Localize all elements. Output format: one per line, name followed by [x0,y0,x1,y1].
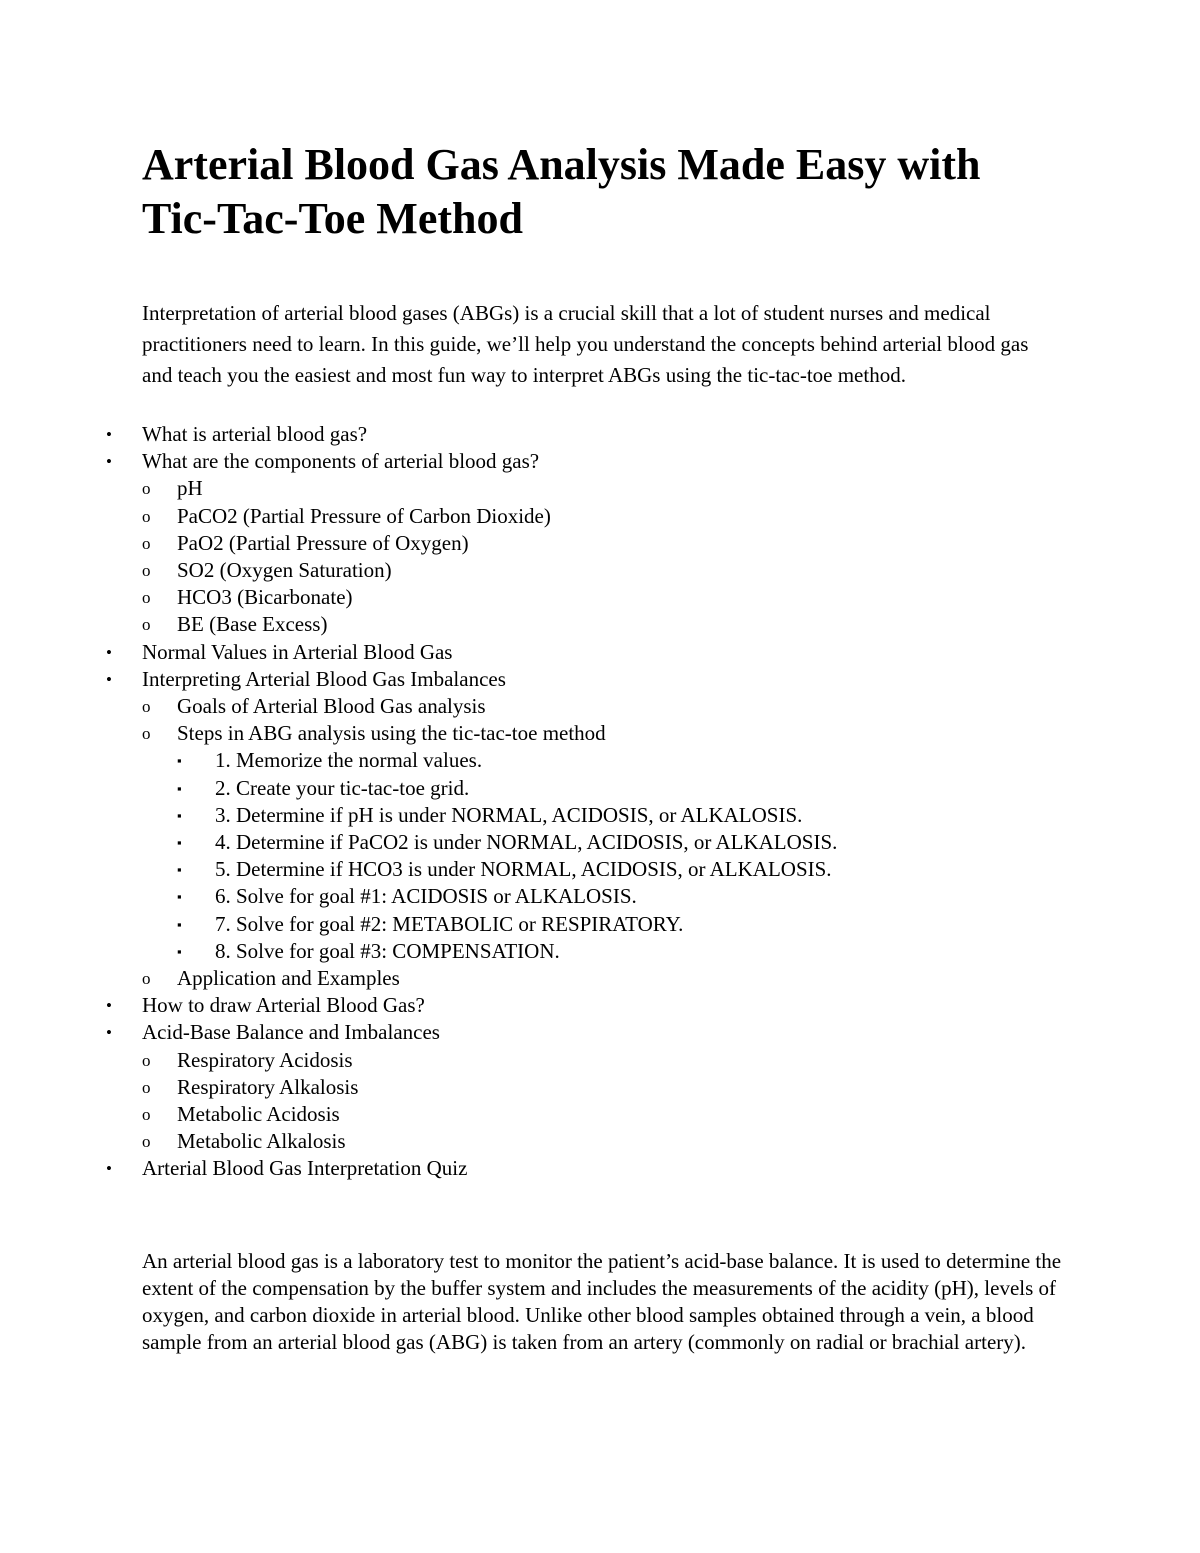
bullet-marker: o [142,697,151,717]
document-title: Arterial Blood Gas Analysis Made Easy with Tic-Tac-Toe Method [142,140,981,243]
bullet-marker: o [142,1105,151,1125]
toc-item-text: How to draw Arterial Blood Gas? [142,993,425,1018]
bullet-marker: ▪ [177,753,182,769]
toc-item [142,775,1062,802]
body-paragraph: An arterial blood gas is a laboratory test to monitor the patient’s acid-base balance. It is used to determine the extent of the compensation by the buffer system and includes the measurements of the acidity (pH), levels of oxygen, and carbon dioxide in arterial blood. Unlike other blood samples obtained through a vein, a blood sample from an arterial blood gas (ABG) is taken from an artery (commonly on radial or brachial artery). [142,1248,1062,1354]
toc-item [142,1101,1062,1128]
bullet-marker: ▪ [177,916,182,932]
toc-item-text: Respiratory Alkalosis [177,1074,359,1099]
toc-item [106,639,1062,666]
toc-item-text: What are the components of arterial blood gas? [142,449,540,474]
toc-item-text: Metabolic Acidosis [177,1102,340,1127]
bullet-marker: o [142,724,151,744]
bullet-marker: • [106,669,112,689]
toc-item [142,938,1062,965]
bullet-marker: o [142,588,151,608]
toc-item [142,1074,1062,1101]
toc-item-text: 6. Solve for goal #1: ACIDOSIS or ALKALOSIS. [215,884,637,909]
toc-item [106,666,1062,693]
bullet-marker: ▪ [177,943,182,959]
toc-item-text: Metabolic Alkalosis [177,1129,346,1154]
bullet-marker: • [106,452,112,472]
toc-item [142,802,1062,829]
bullet-marker: o [142,1050,151,1070]
toc-item-text: 4. Determine if PaCO2 is under NORMAL, ACIDOSIS, or ALKALOSIS. [215,830,838,855]
toc-item-text: Respiratory Acidosis [177,1047,353,1072]
toc-item [142,1047,1062,1074]
toc-item-text: Goals of Arterial Blood Gas analysis [177,694,486,719]
toc-item [106,448,1062,475]
toc-item [142,965,1062,992]
toc-item [142,530,1062,557]
toc-item [142,911,1062,938]
toc-item [142,883,1062,910]
toc-item-text: HCO3 (Bicarbonate) [177,585,353,610]
toc-item-text: Normal Values in Arterial Blood Gas [142,639,453,664]
bullet-marker: ▪ [177,862,182,878]
bullet-marker: o [142,1077,151,1097]
toc-item-text: Acid-Base Balance and Imbalances [142,1020,440,1045]
toc-item-text: PaCO2 (Partial Pressure of Carbon Dioxide) [177,503,551,528]
bullet-marker: o [142,533,151,553]
toc-item-text: pH [177,476,203,501]
toc-item [142,747,1062,774]
toc-item [142,503,1062,530]
toc-item [142,693,1062,720]
toc-item [142,720,1062,747]
toc-item [142,584,1062,611]
toc-item-text: 7. Solve for goal #2: METABOLIC or RESPIRATORY. [215,911,684,936]
intro-paragraph: Interpretation of arterial blood gases (ABGs) is a crucial skill that a lot of student nurses and medical practitioners need to learn. In this guide, we’ll help you understand the concepts behind arterial blood gas and teach you the easiest and most fun way to interpret ABGs using the tic-tac-toe method. [142,301,1029,387]
toc-item [142,1128,1062,1155]
toc-item-text: BE (Base Excess) [177,612,328,637]
toc-item [142,829,1062,856]
toc-item-text: 2. Create your tic-tac-toe grid. [215,775,470,800]
table-of-contents [106,421,1062,1183]
bullet-marker: • [106,1159,112,1179]
toc-item-text: Arterial Blood Gas Interpretation Quiz [142,1156,468,1181]
bullet-marker: • [106,1023,112,1043]
bullet-marker: • [106,996,112,1016]
toc-item-text: Steps in ABG analysis using the tic-tac-toe method [177,721,606,746]
toc-item-text: 5. Determine if HCO3 is under NORMAL, ACIDOSIS, or ALKALOSIS. [215,857,832,882]
bullet-marker: • [106,425,112,444]
bullet-marker: ▪ [177,889,182,905]
toc-item [142,557,1062,584]
toc-item-text: 1. Memorize the normal values. [215,748,483,773]
toc-item [142,475,1062,502]
toc-item-text: 3. Determine if pH is under NORMAL, ACIDOSIS, or ALKALOSIS. [215,802,803,827]
bullet-marker: o [142,969,151,989]
toc-item [106,1019,1062,1046]
toc-item-text: What is arterial blood gas? [142,422,368,446]
bullet-marker: ▪ [177,807,182,823]
bullet-marker: ▪ [177,835,182,851]
toc-item-text: PaO2 (Partial Pressure of Oxygen) [177,530,469,555]
toc-item [142,611,1062,638]
toc-item [142,856,1062,883]
bullet-marker: • [106,642,112,662]
bullet-marker: o [142,1132,151,1152]
toc-item [106,1155,1062,1182]
toc-item-text: 8. Solve for goal #3: COMPENSATION. [215,938,560,963]
toc-item [106,421,1062,448]
bullet-marker: o [142,561,151,581]
bullet-marker: o [142,506,151,526]
bullet-marker: o [142,479,151,499]
bullet-marker: ▪ [177,780,182,796]
bullet-marker: o [142,615,151,635]
toc-item-text: SO2 (Oxygen Saturation) [177,558,392,583]
document-page [106,138,1062,1356]
toc-item [106,992,1062,1019]
toc-item-text: Interpreting Arterial Blood Gas Imbalances [142,666,506,691]
toc-item-text: Application and Examples [177,966,400,991]
